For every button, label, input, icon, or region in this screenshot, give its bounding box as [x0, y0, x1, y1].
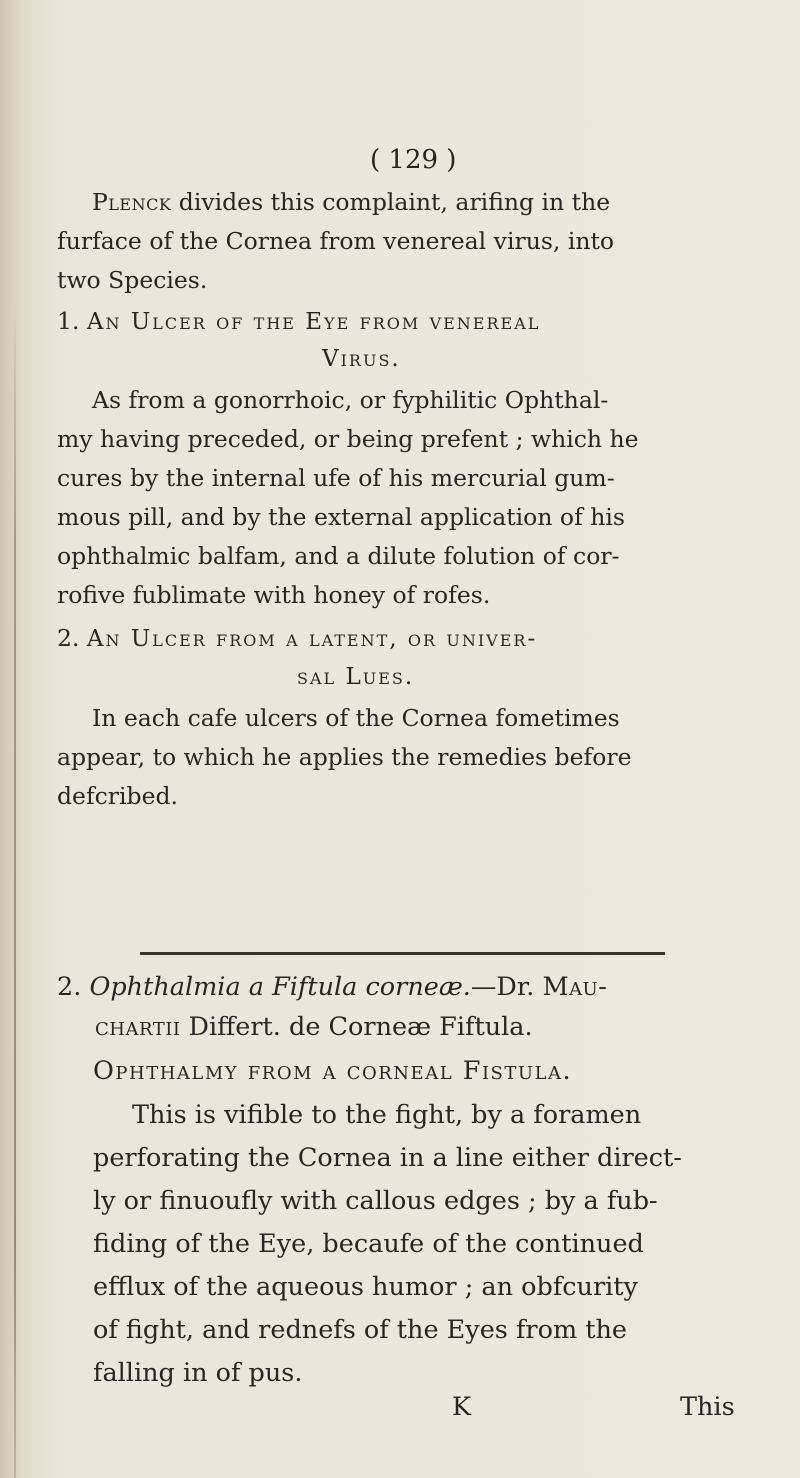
section-heading: 1. An Ulcer of the Eye from venereal — [57, 307, 541, 335]
catchword: This — [680, 1392, 735, 1422]
text-line: perforating the Cornea in a line either direct- — [93, 1143, 682, 1173]
text-line: ophthalmic balfam, and a dilute folution of cor- — [57, 542, 620, 570]
text-line: appear, to which he applies the remedies before — [57, 743, 632, 771]
gutter-shadow — [14, 300, 16, 1478]
text-line: fiding of the Eye, becaufe of the continued — [93, 1229, 644, 1259]
section-title: Ophthalmy from a corneal Fistula. — [93, 1056, 573, 1086]
section-heading: 2. An Ulcer from a latent, or univer- — [57, 624, 538, 652]
text-line: of fight, and rednefs of the Eyes from the — [93, 1315, 628, 1345]
text-line: In each cafe ulcers of the Cornea fometimes — [92, 704, 620, 732]
text-line: my having preceded, or being prefent ; which he — [57, 425, 639, 453]
text-line: rofive fublimate with honey of rofes. — [57, 581, 491, 609]
section-heading: 2. Ophthalmia a Fiftula corneæ.—Dr. Mau- — [57, 972, 608, 1002]
text-line: falling in of pus. — [93, 1358, 303, 1388]
section-divider — [140, 952, 665, 955]
text-line: This is vifible to the fight, by a foramen — [132, 1100, 642, 1130]
page-number: ( 129 ) — [370, 145, 457, 175]
section-heading: Virus. — [322, 346, 401, 372]
text-line: mous pill, and by the external application of his — [57, 503, 625, 531]
text-line: furface of the Cornea from venereal virus, into — [57, 227, 615, 255]
section-heading: chartii Differt. de Corneæ Fiftula. — [95, 1012, 533, 1042]
section-heading: sal Lues. — [297, 664, 415, 690]
text-line: two Species. — [57, 266, 208, 294]
text-line: ly or finuoufly with callous edges ; by a fub- — [93, 1186, 658, 1216]
text-line: Plenck divides this complaint, arifing in the — [92, 188, 611, 216]
text-line: As from a gonorrhoic, or fyphilitic Ophthal- — [92, 386, 609, 414]
signature-mark: K — [452, 1392, 472, 1422]
text-line: cures by the internal ufe of his mercurial gum- — [57, 464, 615, 492]
text-line: efflux of the aqueous humor ; an obfcurity — [93, 1272, 638, 1302]
text-line: defcribed. — [57, 782, 179, 810]
